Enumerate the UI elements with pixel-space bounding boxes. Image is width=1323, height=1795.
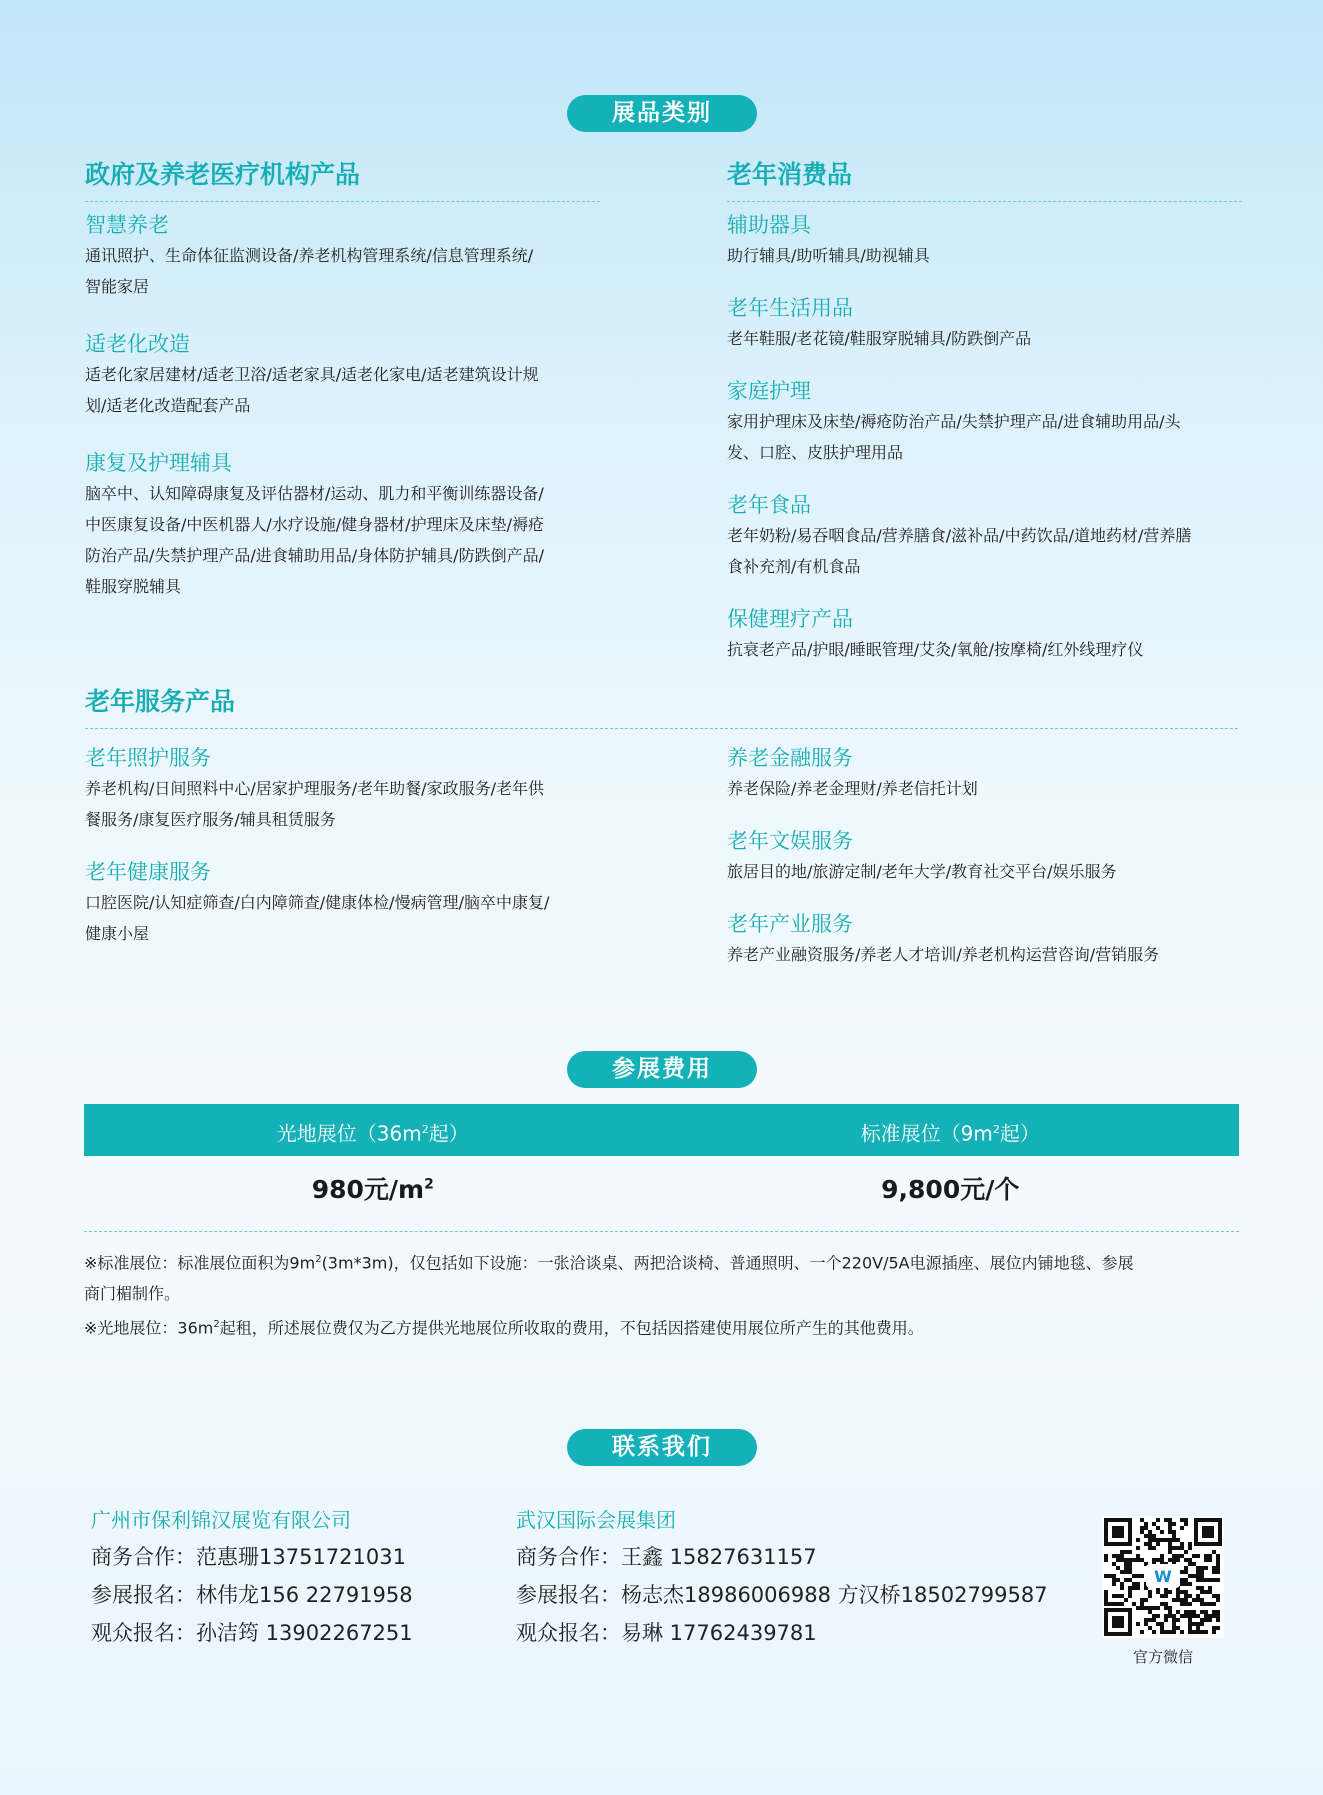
category-desc-line: 口腔医院/认知症筛查/白内障筛查/健康体检/慢病管理/脑卒中康复/ bbox=[85, 893, 550, 912]
category-desc-line: 助行辅具/助听辅具/助视辅具 bbox=[727, 246, 930, 265]
category-desc-line: 养老保险/养老金理财/养老信托计划 bbox=[727, 779, 978, 798]
category-desc-line: 养老机构/日间照料中心/居家护理服务/老年助餐/家政服务/老年供 bbox=[85, 779, 544, 798]
qr-code-icon bbox=[1102, 1516, 1224, 1638]
category-desc-line: 养老产业融资服务/养老人才培训/养老机构运营咨询/营销服务 bbox=[727, 945, 1160, 964]
section-title-fees: 参展费用 bbox=[567, 1051, 757, 1088]
services-right-column bbox=[727, 743, 1242, 970]
category-item bbox=[727, 909, 1242, 970]
category-desc-line: 划/适老化改造配套产品 bbox=[85, 396, 251, 415]
category-item bbox=[727, 376, 1242, 468]
svg-text:W: W bbox=[1154, 1567, 1172, 1586]
raw-space-header: 光地展位（$36m^2$起） bbox=[276, 1121, 469, 1146]
category-item bbox=[727, 743, 1242, 804]
category-heading: 养老金融服务 bbox=[727, 746, 853, 770]
category-desc-line: 通讯照护、生命体征监测设备/养老机构管理系统/信息管理系统/ bbox=[85, 246, 534, 265]
contact-line: 观众报名：易琳 17762439781 bbox=[516, 1621, 817, 1645]
category-desc-line: 家用护理床及床垫/褥疮防治产品/失禁护理产品/进食辅助用品/头 bbox=[727, 412, 1181, 431]
category-desc-line: 智能家居 bbox=[85, 277, 150, 296]
category-item bbox=[727, 210, 1242, 271]
consumer-products-column bbox=[727, 158, 1242, 665]
category-desc-line: 旅居目的地/旅游定制/老年大学/教育社交平台/娱乐服务 bbox=[727, 862, 1117, 881]
contact-guangzhou bbox=[91, 1502, 413, 1652]
section-title-categories: 展品类别 bbox=[567, 95, 757, 132]
category-item bbox=[727, 826, 1242, 887]
category-desc-line: 餐服务/康复医疗服务/辅具租赁服务 bbox=[85, 810, 336, 829]
category-desc-line: 中医康复设备/中医机器人/水疗设施/健身器材/护理床及床垫/褥疮 bbox=[85, 515, 544, 534]
category-desc-line: 适老化家居建材/适老卫浴/适老家具/适老化家电/适老建筑设计规 bbox=[85, 365, 539, 384]
category-heading: 康复及护理辅具 bbox=[85, 451, 232, 475]
divider bbox=[85, 728, 1238, 729]
category-heading: 老年生活用品 bbox=[727, 296, 853, 320]
divider bbox=[727, 201, 1242, 202]
category-heading: 家庭护理 bbox=[727, 379, 811, 403]
category-item bbox=[85, 210, 600, 302]
contact-line: 参展报名：杨志杰18986006988 方汉桥18502799587 bbox=[516, 1583, 1048, 1607]
contact-line: 商务合作：王鑫 15827631157 bbox=[516, 1545, 817, 1569]
gov-products-title: 政府及养老医疗机构产品 bbox=[85, 160, 361, 189]
standard-booth-price: 9,800元/个 bbox=[881, 1175, 1020, 1204]
category-item bbox=[727, 490, 1242, 582]
category-item bbox=[85, 743, 600, 835]
fee-note-standard: ※标准展位：标准展位面积为$9m^2(3m*3m)$，仅包括如下设施：一张洽谈桌、两把洽谈椅、普通照明、一个220V/5A电源插座、展位内铺地毯、参展 商门楣制作。 ※光地展位：$36m^2$起租，所述展位费仅为乙方提供光地展位所收取的费用，不包括因搭建使用展位所产生的其他费用。 bbox=[84, 1253, 1134, 1338]
category-item bbox=[85, 448, 600, 602]
standard-booth-header: 标准展位（$9m^2$起） bbox=[860, 1121, 1040, 1146]
category-item bbox=[727, 293, 1242, 354]
category-desc-line: 食补充剂/有机食品 bbox=[727, 557, 861, 576]
gov-products-column bbox=[85, 158, 600, 602]
contact-line: 观众报名：孙洁筠 13902267251 bbox=[91, 1621, 413, 1645]
company-name: 武汉国际会展集团 bbox=[516, 1508, 676, 1532]
category-item bbox=[727, 604, 1242, 665]
fee-table-header bbox=[84, 1104, 1239, 1156]
category-desc-line: 老年奶粉/易吞咽食品/营养膳食/滋补品/中药饮品/道地药材/营养膳 bbox=[727, 526, 1192, 545]
category-heading: 老年产业服务 bbox=[727, 912, 853, 936]
services-title: 老年服务产品 bbox=[85, 687, 236, 716]
category-desc-line: 老年鞋服/老花镜/鞋服穿脱辅具/防跌倒产品 bbox=[727, 329, 1032, 348]
raw-space-price: 980元$/m^2$ bbox=[311, 1175, 434, 1204]
category-desc-line: 抗衰老产品/护眼/睡眠管理/艾灸/氧舱/按摩椅/红外线理疗仪 bbox=[727, 640, 1144, 659]
category-heading: 智慧养老 bbox=[85, 213, 169, 237]
category-heading: 老年健康服务 bbox=[85, 860, 211, 884]
category-heading: 辅助器具 bbox=[727, 213, 811, 237]
category-desc-line: 鞋服穿脱辅具 bbox=[85, 577, 182, 596]
consumer-products-title: 老年消费品 bbox=[727, 160, 853, 189]
divider bbox=[85, 201, 600, 202]
qr-caption: 官方微信 bbox=[1132, 1648, 1193, 1666]
category-heading: 适老化改造 bbox=[85, 332, 190, 356]
category-desc-line: 发、口腔、皮肤护理用品 bbox=[727, 443, 904, 462]
contact-line: 参展报名：林伟龙156 22791958 bbox=[91, 1583, 413, 1607]
company-name: 广州市保利锦汉展览有限公司 bbox=[91, 1508, 351, 1532]
category-desc-line: 脑卒中、认知障碍康复及评估器材/运动、肌力和平衡训练器设备/ bbox=[85, 484, 544, 503]
contact-line: 商务合作：范惠珊13751721031 bbox=[91, 1545, 406, 1569]
category-desc-line: 健康小屋 bbox=[85, 924, 150, 943]
category-heading: 老年食品 bbox=[727, 493, 811, 517]
category-heading: 保健理疗产品 bbox=[727, 607, 853, 631]
category-desc-line: 防治产品/失禁护理产品/进食辅助用品/身体防护辅具/防跌倒产品/ bbox=[85, 546, 544, 565]
contact-wuhan bbox=[516, 1502, 1048, 1652]
services-left-column bbox=[85, 743, 600, 949]
section-title-contact: 联系我们 bbox=[567, 1429, 757, 1466]
fee-prices bbox=[84, 1170, 1239, 1206]
category-item bbox=[85, 329, 600, 421]
category-item bbox=[85, 857, 600, 949]
category-heading: 老年照护服务 bbox=[85, 746, 211, 770]
category-heading: 老年文娱服务 bbox=[727, 829, 853, 853]
divider bbox=[84, 1231, 1239, 1232]
